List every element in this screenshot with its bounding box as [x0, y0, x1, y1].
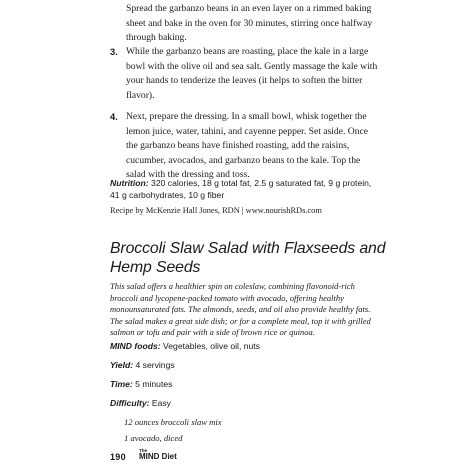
- step-4: [110, 110, 378, 183]
- ingredient-item: 1 avocado, diced: [124, 433, 183, 443]
- mind-foods-value: Vegetables, olive oil, nuts: [160, 341, 260, 351]
- yield-label: Yield:: [110, 360, 134, 370]
- difficulty-label: Difficulty:: [110, 398, 150, 408]
- nutrition-label: Nutrition:: [110, 178, 149, 188]
- nutrition-value: 320 calories, 18 g total fat, 2.5 g saturated fat, 9 g protein, 41 g carbohydrates, 10 g fiber: [110, 178, 372, 201]
- recipe-intro: This salad offers a healthier spin on coleslaw, combining flavonoid-rich broccoli and lycopene-packed tomato with avocado, offering healthy monounsaturated fats. The almonds, seeds, and oil also provide healthy fats. The salad makes a great side dish; or for a complete meal, top it with grilled salmon or tofu and pair with a side of brown rice or quinoa.: [110, 281, 371, 338]
- yield: [110, 360, 378, 371]
- step-3: [110, 45, 378, 103]
- time-label: Time:: [110, 379, 133, 389]
- book-title: MIND Diet: [139, 452, 177, 461]
- page-number: 190: [110, 452, 126, 462]
- step-3-text: While the garbanzo beans are roasting, place the kale in a large bowl with the olive oil and sea salt. Gently massage the kale with your hands to tenderize the leaves (it helps to soften the bitter flavor).: [126, 46, 378, 101]
- recipe-title: Broccoli Slaw Salad with Flaxseeds and Hemp Seeds: [110, 240, 386, 276]
- step-2-continuation: Spread the garbanzo beans in an even layer on a rimmed baking sheet and bake in the oven for 30 minutes, stirring once halfway through baking.: [126, 3, 373, 44]
- step-4-text: Next, prepare the dressing. In a small bowl, whisk together the lemon juice, water, tahini, and cayenne pepper. Set aside. Once the garbanzo beans have finished roasting, add the raisins, cucumber, avocados, and garbanzo beans to the kale. Top the salad with the dressing and toss.: [126, 111, 369, 181]
- step-4-number: 4.: [110, 111, 118, 122]
- time-value: 5 minutes: [132, 379, 173, 389]
- ingredient-item: 12 ounces broccoli slaw mix: [124, 417, 222, 427]
- difficulty-value: Easy: [149, 398, 171, 408]
- nutrition-info: [110, 177, 378, 202]
- step-3-number: 3.: [110, 46, 118, 57]
- book-title-the: The: [139, 448, 148, 453]
- mind-foods: [110, 341, 378, 352]
- time: [110, 379, 378, 390]
- mind-foods-label: MIND foods:: [110, 341, 161, 351]
- recipe-credit: Recipe by McKenzie Hall Jones, RDN | www.nourishRDs.com: [110, 206, 322, 215]
- difficulty: [110, 398, 378, 409]
- yield-value: 4 servings: [133, 360, 175, 370]
- page-footer: [110, 448, 310, 462]
